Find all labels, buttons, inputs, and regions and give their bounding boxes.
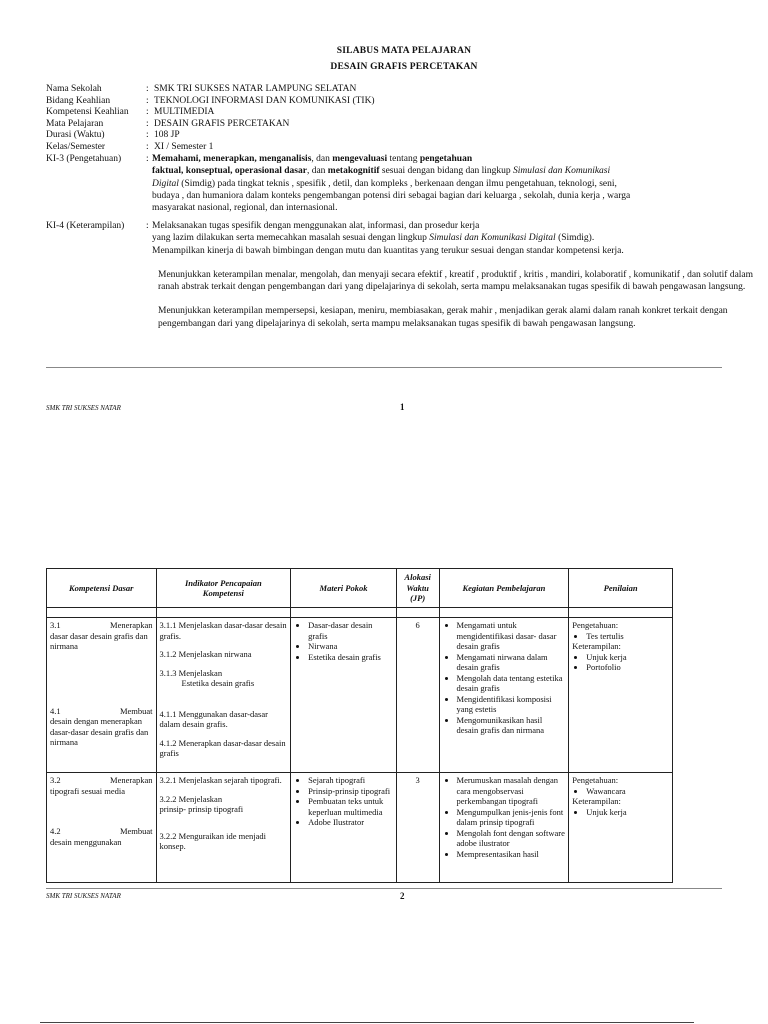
syllabus-page-2 [0, 418, 768, 1024]
list-item: • Mengamati untuk mengidentifikasi dasar- dasar desain grafis [457, 620, 566, 652]
list-item: • Wawancara [586, 786, 669, 797]
list-item: • Mengumpulkan jenis-jenis font dalam prinsip tipografi [457, 807, 566, 828]
header-kegiatan: Kegiatan Pembelajaran [439, 569, 569, 608]
ki3-keyword: metakognitif [327, 166, 380, 177]
page-bottom-divider [40, 1022, 694, 1023]
syllabus-page-1: SILABUS MATA PELAJARAN DESAIN GRAFIS PERCETAKAN Nama Sekolah : SMK TRI SUKSES NATAR LAMPUNG SELATAN Bidang Keahlian : TEKNOLOGI INFORMASI DAN KOMUNIKASI (TIK) Kompetensi Keahlian : MULTIMEDIA Mata Pelajaran : DESAIN GRAFIS PERCETAKAN Durasi (Waktu) : 108 JP Kelas/Semester : XI / Semester 1 KI-3 (Pengetahuan) : Memahami, menerapkan, menganalisis, dan mengevaluasi tentang pengetahuan faktual, konseptual, operasional dasar, dan metakognitif sesuai dengan bidang dan lingkup Simulasi dan Komunikasi Digital (Simdig) pada tingkat teknis , spesifik , detil, dan kompleks , berkenaan dengan ilmu pengetahuan, teknologi, seni, budaya , dan humaniora dalam konteks pengembangan potensi diri sebagai bagian dari keluarga , sekolah, dunia kerja , warga masyarakat nasional, regional, dan internasional. KI-4 (Keterampilan) : Melaksanakan tugas spesifik dengan menggunakan alat, informasi, dan prosedur kerja yang lazim dilakukan serta memecahkan masalah sesuai dengan lingkup Simulasi dan Komunikasi Digital (Simdig). Menampilkan kinerja di bawah bimbingan dengan mutu dan kuantitas yang terukur sesuai dengan standar kompetensi kerja. Menunjukkan keterampilan menalar, mengolah, dan menyaji secara efektif , kreatif , produktif , kritis , mandiri, kolaboratif , komunikatif , dan solutif dalam ranah abstrak terkait dengan pengembangan dari yang dipelajarinya di sekolah, serta mampu melaksanakan tugas spesifik di bawah pengawasan langsung. Menunjukkan keterampilan mempersepsi, kesiapan, meniru, membiasakan, gerak mahir , menjadikan gerak alami dalam ranah konkret terkait dengan pengembangan dari yang dipelajarinya di sekolah, serta mampu melaksanakan tugas spesifik di bawah pengawasan langsung. SMK TRI SUKSES NATAR 1 [0, 0, 768, 418]
identity-value: XI / Semester 1 [154, 141, 214, 152]
identity-label: Kompetensi Keahlian [46, 107, 129, 118]
list-item: • Mengolah font dengan software adobe ilustrator [457, 828, 566, 849]
identity-label: Nama Sekolah [46, 84, 102, 94]
penilaian-cell: Pengetahuan: • Wawancara Keterampilan: • Unjuk kerja [569, 773, 673, 883]
list-item: • Tes tertulis [586, 631, 669, 642]
kd-cell: 3.1 Menerapkan dasar dasar desain grafis dan nirmana 4.1 Membuat desain dengan menerapkan dasar-dasar desain grafis dan nirmana [47, 618, 157, 773]
identity-row-school: Nama Sekolah : SMK TRI SUKSES NATAR LAMPUNG SELATAN [46, 84, 357, 94]
list-item: • Mengolah data tentang estetika desain grafis [457, 673, 566, 694]
alokasi-cell: 3 [396, 773, 439, 883]
indicator-cell: 3.2.1 Menjelaskan sejarah tipografi. 3.2.2 Menjelaskan prinsip- prinsip tipografi 3.2.2 Menguraikan ide menjadi konsep. [156, 773, 291, 883]
header-indicator: Indikator Pencapaian Kompetensi [156, 569, 291, 608]
ki3-keyword: pengetahuan [419, 154, 473, 164]
ki3-keyword: Memahami, menerapkan, menganalisis [152, 154, 312, 164]
syllabus-table [46, 568, 673, 883]
doc-title: SILABUS MATA PELAJARAN [336, 46, 472, 56]
list-item: • Pembuatan teks untuk keperluan multimedia [308, 796, 393, 817]
table-header-row [47, 569, 673, 608]
kegiatan-cell [439, 618, 569, 773]
footer-school: SMK TRI SUKSES NATAR [46, 404, 121, 412]
ki4-text: Melaksanakan tugas spesifik dengan menggunakan alat, informasi, dan prosedur kerja yang lazim dilakukan serta memecahkan masalah sesuai dengan lingkup Simulasi dan Komunikasi Digital (Simdig). Menampilkan kinerja di bawah bimbingan dengan mutu dan kuantitas yang terukur sesuai dengan standar kompetensi kerja. Menunjukkan keterampilan menalar, mengolah, dan menyaji secara efektif , kreatif , produktif , kritis , mandiri, kolaboratif , komunikatif , dan solutif dalam ranah abstrak terkait dengan pengembangan dari yang dipelajarinya di sekolah, serta mampu melaksanakan tugas spesifik di bawah pengawasan langsung. Menunjukkan keterampilan mempersepsi, kesiapan, meniru, membiasakan, gerak mahir , menjadikan gerak alami dalam ranah konkret terkait dengan pengembangan dari yang dipelajarinya di sekolah, serta mampu melaksanakan tugas spesifik di bawah pengawasan langsung. [152, 220, 768, 330]
identity-value: 108 JP [154, 130, 180, 141]
list-item: • Mengidentifikasi komposisi yang estetis [457, 694, 566, 715]
materi-cell [291, 773, 397, 883]
ki3-text: Memahami, menerapkan, menganalisis, dan mengevaluasi tentang pengetahuan faktual, konseptual, operasional dasar, dan metakognitif sesuai dengan bidang dan lingkup Simulasi dan Komunikasi Digital (Simdig) pada tingkat teknis , spesifik , detil, dan kompleks , berkenaan dengan ilmu pengetahuan, teknologi, seni, budaya , dan humaniora dalam konteks pengembangan potensi diri sebagai bagian dari keluarga , sekolah, dunia kerja , warga masyarakat nasional, regional, dan internasional. [152, 154, 631, 214]
identity-label: Bidang Keahlian [46, 95, 111, 106]
list-item: • Adobe Ilustrator [308, 817, 393, 828]
doc-subtitle: DESAIN GRAFIS PERCETAKAN [330, 62, 478, 72]
ki3-label: KI-3 (Pengetahuan) [46, 154, 122, 164]
list-item: • Prinsip-prinsip tipografi [308, 786, 393, 797]
list-item: • Dasar-dasar desain grafis [308, 620, 393, 641]
list-item: • Sejarah tipografi [308, 775, 393, 786]
identity-value: MULTIMEDIA [154, 107, 215, 118]
list-item: • Merumuskan masalah dengan cara mengobservasi perkembangan tipografi [457, 775, 566, 807]
list-item: • Unjuk kerja [586, 807, 669, 818]
table-row [47, 773, 673, 883]
identity-block [46, 84, 375, 154]
list-item: • Estetika desain grafis [308, 652, 393, 663]
header-alokasi: Alokasi Waktu (JP) [396, 569, 439, 608]
identity-row-class: Kelas/Semester : XI / Semester 1 [46, 141, 214, 152]
list-item: • Nirwana [308, 641, 393, 652]
table-spacer-row [47, 608, 673, 618]
identity-row-duration: Durasi (Waktu) : 108 JP [46, 130, 180, 141]
list-item: • Unjuk kerja [586, 652, 669, 663]
identity-value: DESAIN GRAFIS PERCETAKAN [154, 118, 290, 129]
identity-row-competency: Kompetensi Keahlian : MULTIMEDIA [46, 107, 215, 118]
penilaian-cell: Pengetahuan: • Tes tertulis Keterampilan: • Unjuk kerja • Portofolio [569, 618, 673, 773]
page-number: 1 [400, 402, 405, 412]
kegiatan-cell [439, 773, 569, 883]
identity-value: SMK TRI SUKSES NATAR LAMPUNG SELATAN [154, 84, 357, 94]
list-item: • Mempresentasikan hasil [457, 849, 566, 860]
header-materi: Materi Pokok [291, 569, 397, 608]
header-penilaian: Penilaian [569, 569, 673, 608]
ki4-paragraph-2: Menunjukkan keterampilan menalar, mengolah, dan menyaji secara efektif , kreatif , produktif , kritis , mandiri, kolaboratif , komunikatif , dan solutif dalam ranah abstrak terkait dengan pengembangan dari yang dipelajarinya di sekolah, serta mampu melaksanakan tugas spesifik di bawah pengawasan langsung. [158, 269, 754, 293]
list-item: • Portofolio [586, 662, 669, 673]
identity-row-field: Bidang Keahlian : TEKNOLOGI INFORMASI DAN KOMUNIKASI (TIK) [46, 95, 375, 106]
materi-cell [291, 618, 397, 773]
ki4-paragraph-3: Menunjukkan keterampilan mempersepsi, kesiapan, meniru, membiasakan, gerak mahir , menjadikan gerak alami dalam ranah konkret terkait dengan pengembangan dari yang dipelajarinya di sekolah, serta mampu melaksanakan tugas spesifik di bawah pengawasan langsung. [158, 306, 728, 329]
kd-cell: 3.2 Menerapkan tipografi sesuai media 4.2 Membuat desain menggunakan [47, 773, 157, 883]
identity-value: TEKNOLOGI INFORMASI DAN KOMUNIKASI (TIK) [154, 95, 375, 106]
list-item: • Mengomunikasikan hasil desain grafis dan nirmana [457, 715, 566, 736]
list-item: • Mengamati nirwana dalam desain grafis [457, 652, 566, 673]
table-row [47, 618, 673, 773]
ki4-label: KI-4 (Keterampilan) [46, 221, 125, 231]
footer-school: SMK TRI SUKSES NATAR [46, 892, 121, 900]
footer-divider [46, 367, 722, 368]
page-number: 2 [400, 891, 405, 901]
footer-divider [46, 888, 722, 889]
identity-label: Kelas/Semester [46, 141, 106, 152]
ki3-keyword: faktual, konseptual, operasional dasar [152, 166, 307, 177]
identity-row-subject: Mata Pelajaran : DESAIN GRAFIS PERCETAKAN [46, 118, 290, 129]
alokasi-cell: 6 [396, 618, 439, 773]
indicator-cell: 3.1.1 Menjelaskan dasar-dasar desain grafis. 3.1.2 Menjelaskan nirwana 3.1.3 Menjelaskan Estetika desain grafis 4.1.1 Menggunakan dasar-dasar dalam desain grafis. 4.1.2 Menerapkan dasar-dasar desain grafis [156, 618, 291, 773]
identity-label: Mata Pelajaran [46, 118, 104, 129]
ki3-keyword: mengevaluasi [332, 154, 388, 164]
header-kd: Kompetensi Dasar [47, 569, 157, 608]
identity-label: Durasi (Waktu) [46, 130, 105, 141]
